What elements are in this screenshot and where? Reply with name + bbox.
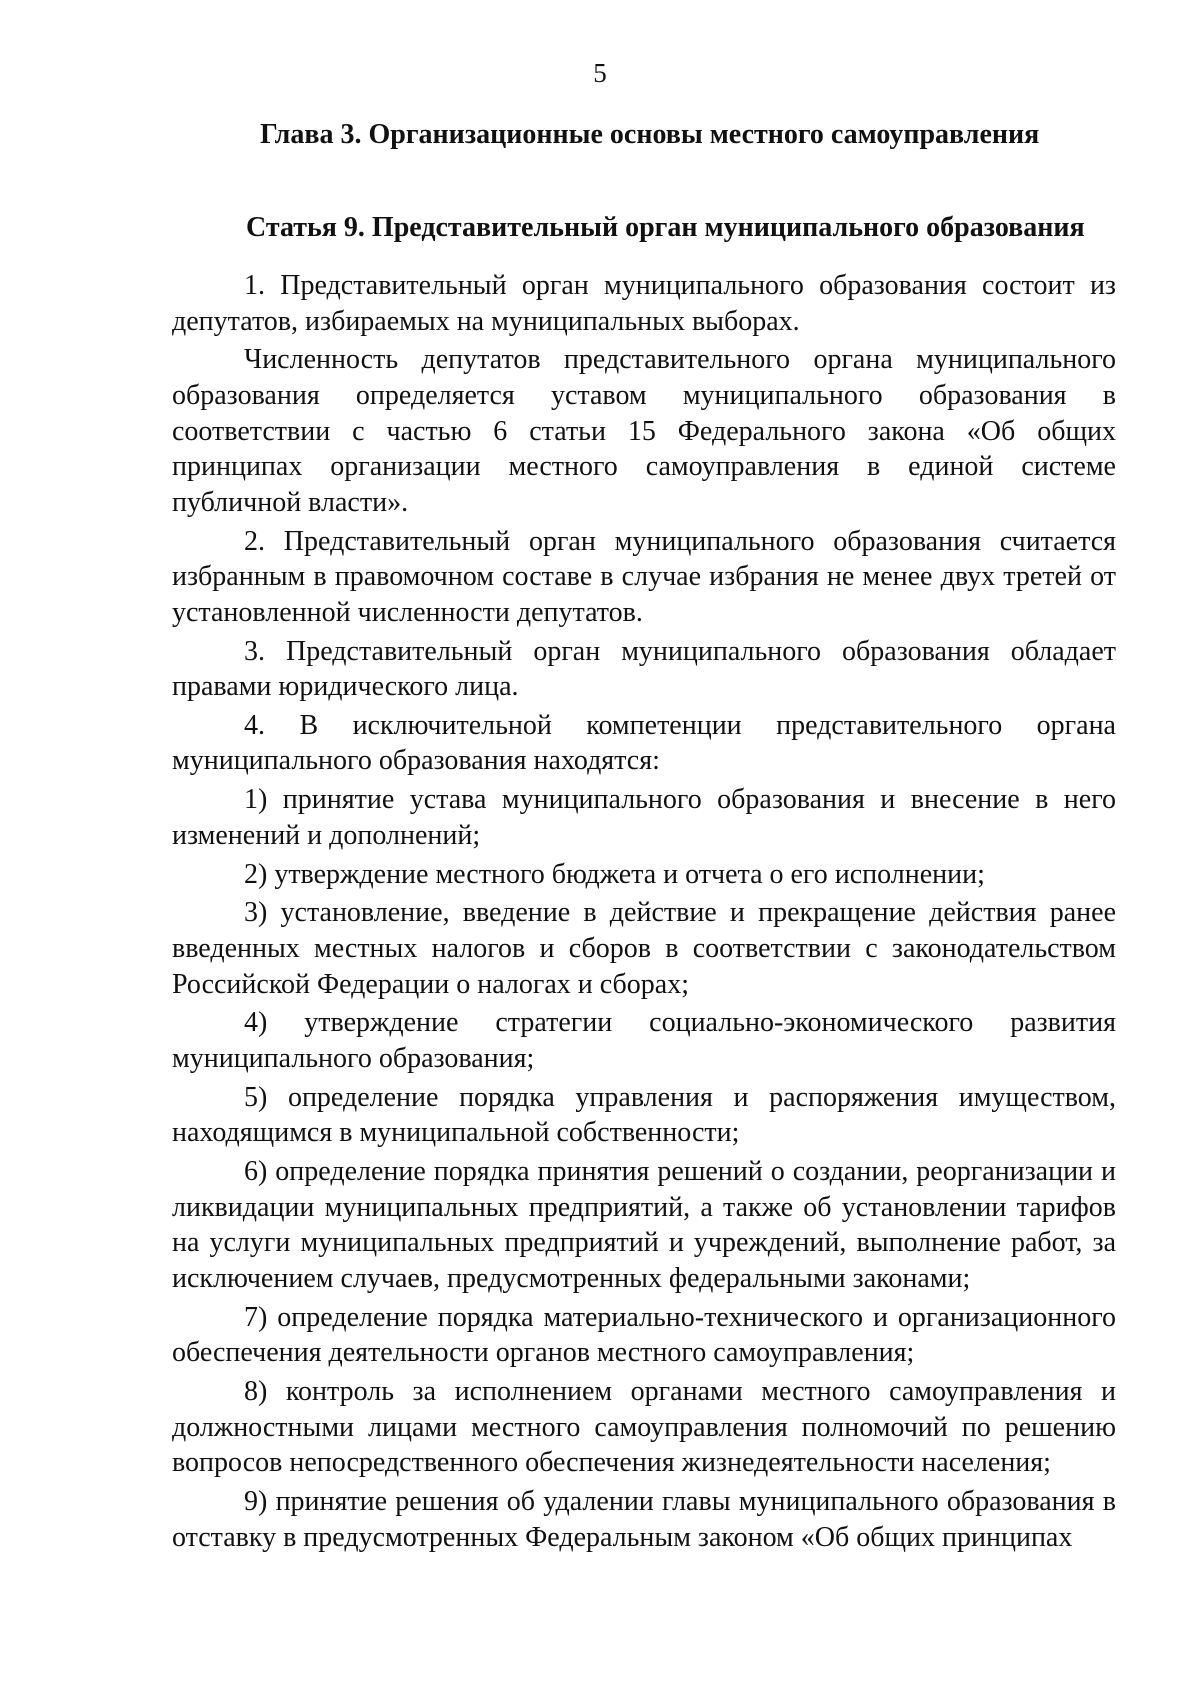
list-item-9: 9) принятие решения об удалении главы муниципального образования в отставку в предусмотренных Федеральным законом «Об общих принципах [172,1486,1116,1553]
paragraph-4: 4. В исключительной компетенции представительного органа муниципального образования находятся: [172,709,1116,777]
list-item-3: 3) установление, введение в действие и прекращение действия ранее введенных местных налогов и сборов в соответствии с законодательством Российской Федерации о налогах и сборах; [172,897,1116,1000]
list-item-8: 8) контроль за исполнением органами местного самоуправления и должностными лицами местного самоуправления полномочий по решению вопросов непосредственного обеспечения жизнедеятельности населения; [172,1376,1116,1479]
list-item-1: 1) принятие устава муниципального образования и внесение в него изменений и дополнений; [172,784,1116,851]
article-body [172,268,1116,1558]
list-item-5: 5) определение порядка управления и распоряжения имуществом, находящимся в муниципальной собственности; [172,1081,1116,1149]
chapter-title: Глава 3. Организационные основы местного самоуправления [260,119,1040,150]
article-title: Статья 9. Представительный орган муниципального образования [246,212,1085,243]
paragraph-1: 1. Представительный орган муниципального образования состоит из депутатов, избираемых на муниципальных выборах. [172,270,1116,337]
paragraph-2: 2. Представительный орган муниципального образования считается избранным в правомочном составе в случае избрания не менее двух третей от установленной численности депутатов. [172,525,1116,628]
page-number: 5 [593,58,607,88]
paragraph-3: 3. Представительный орган муниципального образования обладает правами юридического лица. [172,635,1116,703]
list-item-2: 2) утверждение местного бюджета и отчета о его исполнении; [244,858,985,890]
list-item-6: 6) определение порядка принятия решений о создании, реорганизации и ликвидации муниципальных предприятий, а также об установлении тарифов на услуги муниципальных предприятий и учреждений, выполнение работ, за исключением случаев, предусмотренных федеральными законами; [172,1156,1116,1294]
list-item-4: 4) утверждение стратегии социально-экономического развития муниципального образования; [172,1007,1116,1074]
list-item-7: 7) определение порядка материально-технического и организационного обеспечения деятельности органов местного самоуправления; [172,1301,1116,1369]
paragraph-deputies-count: Численность депутатов представительного органа муниципального образования определяется уставом муниципального образования в соответствии с частью 6 статьи 15 Федерального закона «Об общих принципах организации местного самоуправления в единой системе публичной власти». [172,344,1116,518]
